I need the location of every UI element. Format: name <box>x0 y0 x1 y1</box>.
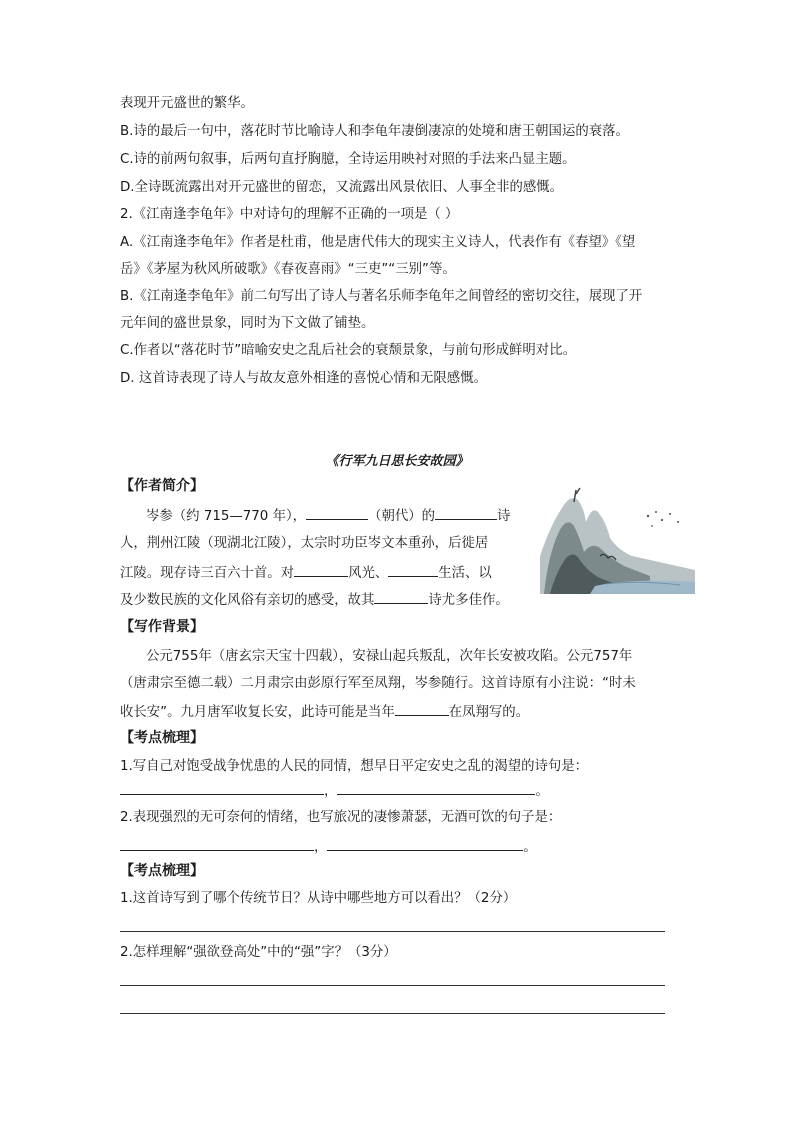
author-text: 诗 <box>497 509 511 524</box>
blank-poem-genre[interactable] <box>374 589 428 604</box>
author-text: （朝代）的 <box>368 509 436 524</box>
points-question-2: 2.表现强烈的无可奈何的情绪，也写旅况的凄惨萧瑟，无酒可饮的句子是： <box>120 810 562 825</box>
question-2: 2.《江南逢李龟年》中对诗句的理解不正确的一项是（ ） <box>120 207 459 222</box>
author-text: 江陵。现存诗三百六十首。对 <box>120 566 295 581</box>
answer-blank[interactable] <box>120 836 314 851</box>
end-mark: 。 <box>535 784 549 799</box>
landscape-painting <box>540 486 695 594</box>
option-d-line: D.全诗既流露出对开元盛世的留恋，又流露出风景依旧、人事全非的感慨。 <box>120 180 564 195</box>
background-heading: 【写作背景】 <box>120 619 204 635</box>
author-text: 岑参（约 715—770 年）， <box>146 509 307 524</box>
points-question-1: 1.写自己对饱受战争忧患的人民的同情，想早日平定安史之乱的渴望的诗句是： <box>120 759 589 774</box>
background-text: 收长安”。九月唐军收复长安，此诗可能是当年 <box>120 705 395 720</box>
option-b-line1: B.《江南逢李龟年》前二句写出了诗人与著名乐师李龟年之间曾经的密切交往，展现了开 <box>120 289 643 304</box>
option-b-line2: 元年间的盛世景象，同时为下文做了铺垫。 <box>120 316 375 331</box>
points2-question-1: 1.这首诗写到了哪个传统节日？从诗中哪些地方可以看出？（2分） <box>120 891 517 906</box>
answer-rule[interactable] <box>120 985 665 986</box>
author-text: 风光、 <box>348 566 389 581</box>
text-line: 表现开元盛世的繁华。 <box>120 96 254 111</box>
author-line-1 <box>146 505 510 527</box>
answer-blank[interactable] <box>337 780 535 795</box>
points2-question-2: 2.怎样理解“强欲登高处”中的“强”字？（3分） <box>120 945 397 960</box>
answer-line-2 <box>120 836 537 858</box>
blank-life[interactable] <box>388 562 438 577</box>
answer-line-1 <box>120 780 549 802</box>
author-heading: 【作者简介】 <box>120 478 204 494</box>
blank-poet-type[interactable] <box>435 505 497 520</box>
background-line-1: 公元755年（唐玄宗天宝十四载），安禄山起兵叛乱，次年长安被攻陷。公元757年 <box>146 649 633 664</box>
points-heading-2: 【考点梳理】 <box>120 863 204 879</box>
background-line-2: （唐肃宗至德二载）二月肃宗由彭原行军至凤翔，岑参随行。这首诗原有小注说：“时未 <box>120 676 636 691</box>
author-text: 诗尤多佳作。 <box>428 593 509 608</box>
author-line-3 <box>120 562 492 584</box>
blank-scenery[interactable] <box>294 562 348 577</box>
blank-season[interactable] <box>395 701 449 716</box>
option-d-text: D. 这首诗表现了诗人与故友意外相逢的喜悦心情和无限感慨。 <box>120 371 487 386</box>
option-a-line1: A.《江南逢李龟年》作者是杜甫，他是唐代伟大的现实主义诗人，代表作有《春望》《望 <box>120 235 636 250</box>
option-a-line2: 岳》《茅屋为秋风所破歌》《春夜喜雨》“三吏”“三别”等。 <box>120 262 456 277</box>
option-c-text: C.作者以“落花时节”暗喻安史之乱后社会的衰颓景象，与前句形成鲜明对比。 <box>120 343 576 358</box>
end-mark: 。 <box>523 840 537 855</box>
author-line-2: 人，荆州江陵（现湖北江陵），太宗时功臣岑文本重孙，后徙居 <box>120 536 489 551</box>
blank-dynasty[interactable] <box>306 505 368 520</box>
answer-blank[interactable] <box>327 836 523 851</box>
points-heading-1: 【考点梳理】 <box>120 730 204 746</box>
answer-blank[interactable] <box>120 780 324 795</box>
author-line-4 <box>120 589 509 611</box>
author-text: 及少数民族的文化风俗有亲切的感受，故其 <box>120 593 375 608</box>
answer-rule[interactable] <box>120 1013 665 1014</box>
option-c-line: C.诗的前两句叙事，后两句直抒胸臆，全诗运用映衬对照的手法来凸显主题。 <box>120 152 576 167</box>
author-text: 生活、以 <box>438 566 492 581</box>
answer-rule[interactable] <box>120 931 665 932</box>
background-line-3 <box>120 701 529 723</box>
separator: ， <box>324 784 338 799</box>
separator: ， <box>314 840 328 855</box>
poem-title: 《行军九日思长安故园》 <box>325 454 469 469</box>
background-text: 在凤翔写的。 <box>448 705 530 720</box>
option-b-line: B.诗的最后一句中，落花时节比喻诗人和李龟年凄倒凄凉的处境和唐王朝国运的衰落。 <box>120 124 629 139</box>
